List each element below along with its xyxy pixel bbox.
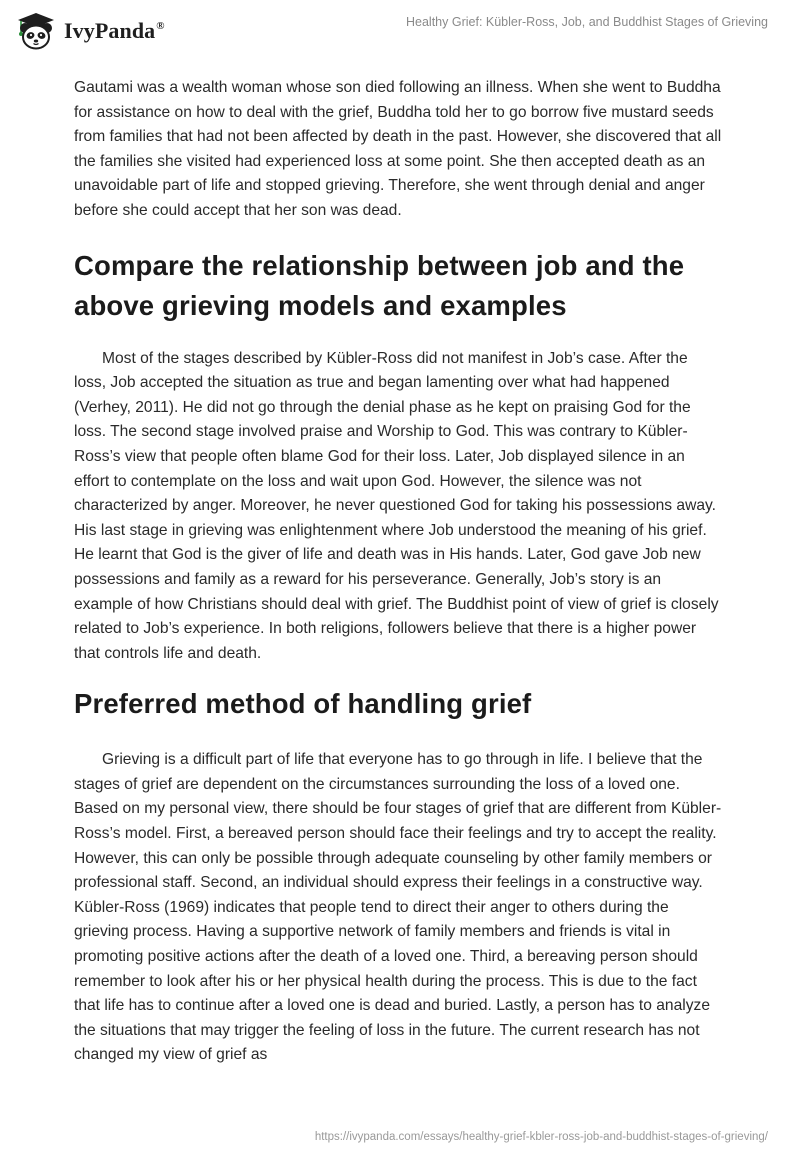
panda-graduate-icon — [14, 11, 58, 51]
brand-name: IvyPanda® — [64, 18, 165, 43]
source-url[interactable]: https://ivypanda.com/essays/healthy-grief-kbler-ross-job-and-buddhist-stages-of-grieving/ — [314, 1131, 768, 1143]
section-heading-preferred-method: Preferred method of handling grief — [74, 688, 532, 720]
section-paragraph-preferred-method: Grieving is a difficult part of life that everyone has to go through in life. I believe that the stages of grief are dependent on the circumstances surrounding the loss of a loved one. Based on my personal view, there should be four stages of grief that are different from Kübler-Ross’s model. First, a bereaved person should face their feelings and try to accept the reality. However, this can only be possible through adequate counseling by other family members or professional staff. Second, an individual should express their feelings in a constructive way. Kübler-Ross (1969) indicates that people tend to direct their anger to others during the grieving process. Having a supportive network of family members and friends is vital in promoting positive actions after the death of a loved one. Third, a bereaving person should remember to look after his or her physical health during the process. This is due to the fact that life has to continue after a loved one is dead and buried. Lastly, a person has to analyze the situations that may trigger the feeling of loss in the future. The current research has not changed my view of grief as — [74, 751, 722, 1064]
article-body — [74, 76, 724, 1068]
page-header — [0, 0, 800, 62]
ivypanda-logo[interactable] — [14, 11, 165, 51]
document-title: Healthy Grief: Kübler-Ross, Job, and Buddhist Stages of Grieving — [406, 15, 768, 29]
intro-paragraph: Gautami was a wealth woman whose son died following an illness. When she went to Buddha for assistance on how to deal with the grief, Buddha told her to go borrow five mustard seeds from families that had not been affected by death in the past. However, she discovered that all the families she visited had experienced loss at some point. She then accepted death as an unavoidable part of life and stopped grieving. Therefore, she went through denial and anger before she could accept that her son was dead. — [74, 79, 722, 219]
section-paragraph-compare: Most of the stages described by Kübler-Ross did not manifest in Job’s case. After the loss, Job accepted the situation as true and began lamenting over what had happened (Verhey, 2011). He did not go through the denial phase as he kept on praising God for the loss. The second stage involved praise and Worship to God. This was contrary to Kübler-Ross’s view that people often blame God for their loss. Later, Job displayed silence in an effort to contemplate on the loss and wait upon God. However, the silence was not characterized by anger. Moreover, he never questioned God for taking his possessions away. His last stage in grieving was enlightenment where Job understood the meaning of his grief. He learnt that God is the giver of life and death was in His hands. Later, God gave Job new possessions and family as a reward for his perseverance. Generally, Job’s story is an example of how Christians should deal with grief. The Buddhist point of view of grief is closely related to Job’s experience. In both religions, followers believe that there is a higher power that controls life and death. — [74, 349, 719, 662]
section-heading-compare: Compare the relationship between job and the above grieving models and examples — [74, 249, 685, 321]
